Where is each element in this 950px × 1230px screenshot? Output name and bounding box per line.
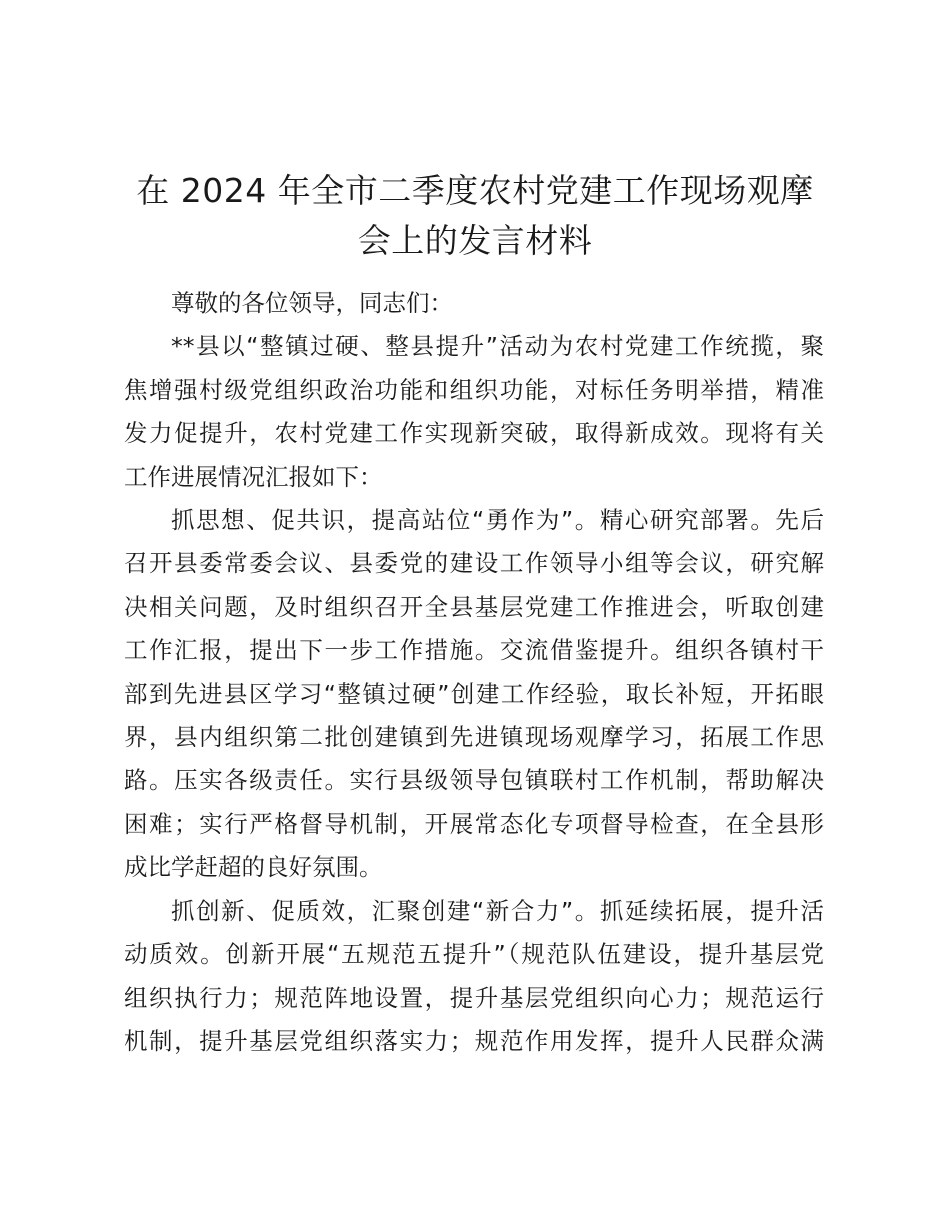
paragraph-line: 抓创新、促质效，汇聚创建“新合力”。抓延续拓展，提升活 [171,896,824,925]
title-line-2: 会上的发言材料 [357,221,593,260]
paragraph-line: 发力促提升，农村党建工作实现新突破，取得新成效。现将有关 [124,419,824,448]
paragraph-line: 抓思想、促共识，提高站位“勇作为”。精心研究部署。先后 [171,506,824,535]
paragraph-line: 组织执行力；规范阵地设置，提升基层党组织向心力；规范运行 [124,983,824,1012]
paragraph-innovation [124,890,824,1064]
paragraph-thought [124,499,824,890]
paragraph-line: 决相关问题，及时组织召开全县基层党建工作推进会，听取创建 [124,592,824,621]
paragraph-line: 工作汇报，提出下一步工作措施。交流借鉴提升。组织各镇村干 [124,636,824,665]
paragraph-line: 机制，提升基层党组织落实力；规范作用发挥，提升人民群众满 [124,1026,824,1055]
paragraph-line: 困难；实行严格督导机制，开展常态化专项督导检查，在全县形 [124,809,824,838]
paragraph-line: **县以“整镇过硬、整县提升”活动为农村党建工作统揽，聚 [171,332,824,361]
document-body [124,282,824,1063]
paragraph-line: 成比学赶超的良好氛围。 [124,853,383,882]
document-title [120,166,830,266]
paragraph-line: 部到先进县区学习“整镇过硬”创建工作经验，取长补短，开拓眼 [124,679,824,708]
title-line-1: 在 2024 年全市二季度农村党建工作现场观摩 [136,171,814,210]
paragraph-line: 焦增强村级党组织政治功能和组织功能，对标任务明举措，精准 [124,375,824,404]
paragraph-line: 路。压实各级责任。实行县级领导包镇联村工作机制，帮助解决 [124,766,824,795]
paragraph-intro [124,325,824,499]
paragraph-line: 动质效。创新开展“五规范五提升”（规范队伍建设，提升基层党 [124,940,824,969]
paragraph-line: 召开县委常委会议、县委党的建设工作领导小组等会议，研究解 [124,549,824,578]
salutation: 尊敬的各位领导，同志们： [171,289,453,317]
paragraph-line: 界，县内组织第二批创建镇到先进镇现场观摩学习，拓展工作思 [124,723,824,752]
paragraph-line: 工作进展情况汇报如下： [124,462,383,491]
